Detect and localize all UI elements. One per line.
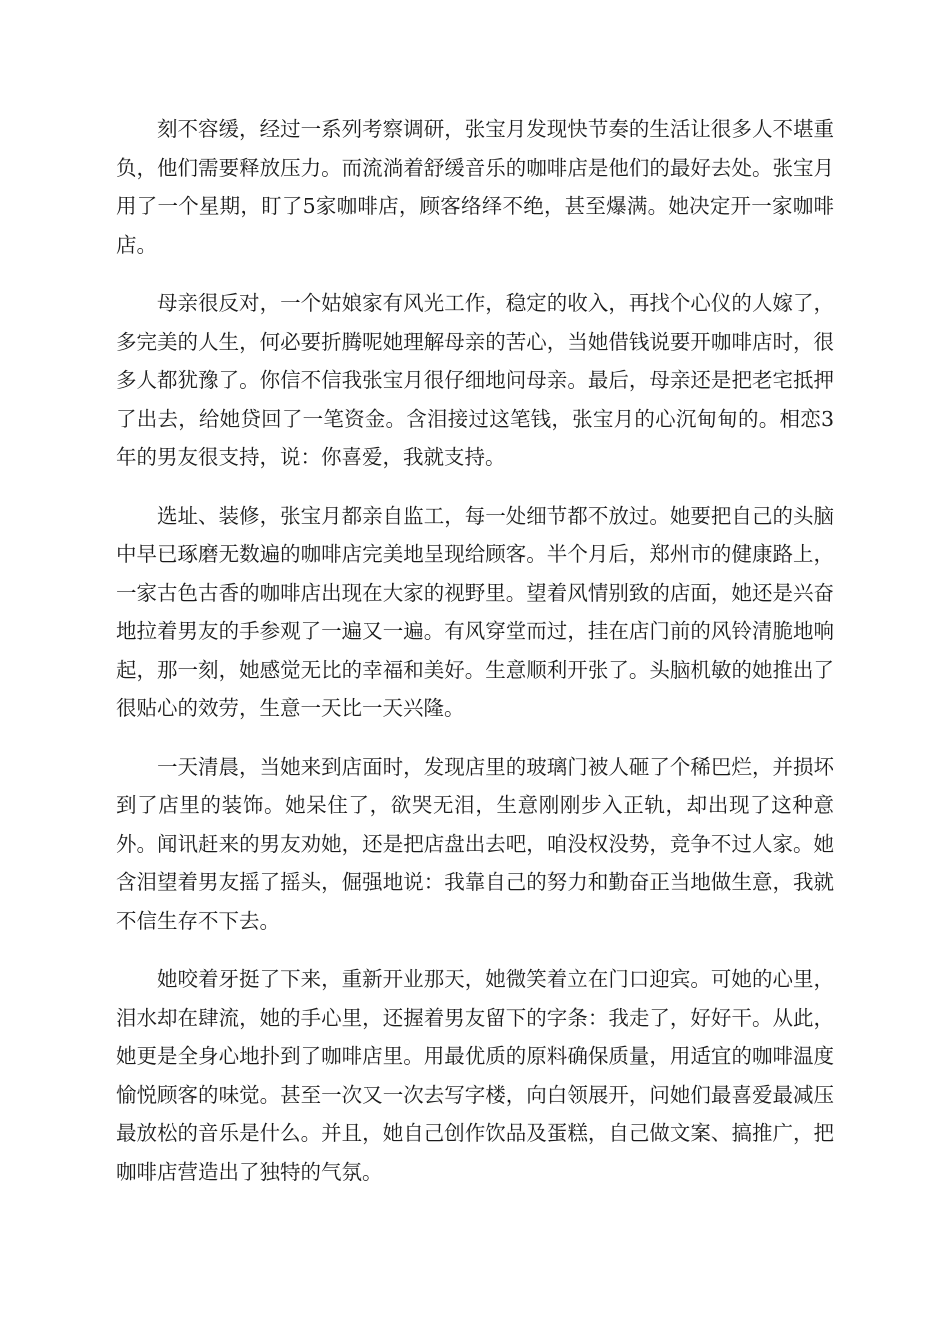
paragraph-2: 母亲很反对，一个姑娘家有风光工作，稳定的收入，再找个心仪的人嫁了，多完美的人生，何必要折腾呢她理解母亲的苦心，当她借钱说要开咖啡店时，很多人都犹豫了。你信不信我张宝月很仔细地问母亲。最后，母亲还是把老宅抵押了出去，给她贷回了一笔资金。含泪接过这笔钱，张宝月的心沉甸甸的。相恋3年的男友很支持，说：你喜爱，我就支持。: [116, 291, 834, 469]
document-body: [116, 110, 834, 1211]
paragraph-3: 选址、装修，张宝月都亲自监工，每一处细节都不放过。她要把自己的头脑中早已琢磨无数遍的咖啡店完美地呈现给顾客。半个月后，郑州市的健康路上，一家古色古香的咖啡店出现在大家的视野里。望着风情别致的店面，她还是兴奋地拉着男友的手参观了一遍又一遍。有风穿堂而过，挂在店门前的风铃清脆地响起，那一刻，她感觉无比的幸福和美好。生意顺利开张了。头脑机敏的她推出了很贴心的效劳，生意一天比一天兴隆。: [116, 503, 834, 720]
paragraph-5: 她咬着牙挺了下来，重新开业那天，她微笑着立在门口迎宾。可她的心里，泪水却在肆流，她的手心里，还握着男友留下的字条：我走了，好好干。从此，她更是全身心地扑到了咖啡店里。用最优质的原料确保质量，用适宜的咖啡温度愉悦顾客的味觉。甚至一次又一次去写字楼，向白领展开，问她们最喜爱最减压最放松的音乐是什么。并且，她自己创作饮品及蛋糕，自己做文案、搞推广，把咖啡店营造出了独特的气氛。: [116, 967, 834, 1184]
paragraph-1: 刻不容缓，经过一系列考察调研，张宝月发现快节奏的生活让很多人不堪重负，他们需要释放压力。而流淌着舒缓音乐的咖啡店是他们的最好去处。张宝月用了一个星期，盯了5家咖啡店，顾客络绎不绝，甚至爆满。她决定开一家咖啡店。: [116, 117, 834, 257]
paragraph-4: 一天清晨，当她来到店面时，发现店里的玻璃门被人砸了个稀巴烂，并损坏到了店里的装饰。她呆住了，欲哭无泪，生意刚刚步入正轨，却出现了这种意外。闻讯赶来的男友劝她，还是把店盘出去吧，咱没权没势，竞争不过人家。她含泪望着男友摇了摇头，倔强地说：我靠自己的努力和勤奋正当地做生意，我就不信生存不下去。: [116, 754, 834, 933]
